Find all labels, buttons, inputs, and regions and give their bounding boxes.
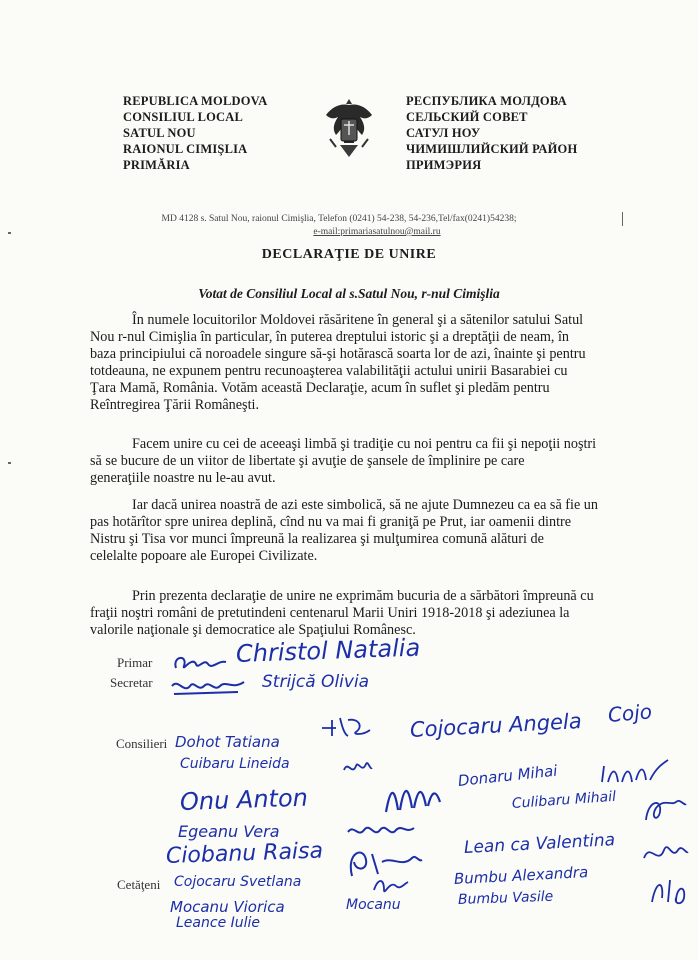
signature-primar: Christol Natalia xyxy=(235,633,421,668)
signature-consilier: Cuibaru Lineida xyxy=(180,756,290,772)
signature-mark xyxy=(640,792,690,828)
signature-cetatean: Lean ca Valentina xyxy=(463,830,616,858)
paragraph xyxy=(90,436,680,487)
signature-mark xyxy=(318,714,374,740)
paragraph-line: Facem unire cu cei de aceeaşi limbă şi tradiţie cu noi pentru ca fii şi nepoţii noştri xyxy=(132,436,597,452)
header-left-block xyxy=(123,93,268,173)
signature-cetatean: Bumbu Alexandra xyxy=(453,862,589,888)
header-right-line: ЧИМИШЛИЙСКИЙ РАЙОН xyxy=(406,142,578,156)
margin-mark xyxy=(8,462,11,464)
signature-consilier: Donaru Mihai xyxy=(457,761,559,790)
paragraph-line: celelalte popoare ale Europei Civilizate. xyxy=(90,548,318,564)
header-right-line: ПРИМЭРИЯ xyxy=(406,158,482,172)
signature-cetatean: Leance Iulie xyxy=(176,915,261,931)
signature-cetatean: Ciobanu Raisa xyxy=(165,838,324,869)
signature-mark xyxy=(168,674,248,700)
signature-mark xyxy=(646,872,690,912)
paragraph-line: valorile naţionale şi democratice ale Spaţiului Românesc. xyxy=(90,622,416,638)
signature-cetatean: Mocanu xyxy=(346,897,401,913)
signature-mark xyxy=(340,756,374,778)
paragraph-line: Nistru şi Tisa vor munci împreună la realizarea şi mulţumirea comună alături de xyxy=(90,531,544,547)
document-title: DECLARAŢIE DE UNIRE xyxy=(261,247,437,262)
paragraph-line: baza principiului că noroadele singure să-şi hotărască soarta lor de azi, înainte şi pentru xyxy=(90,346,586,362)
paragraph-line: generaţiile noastre nu le-au avut. xyxy=(90,470,276,486)
header-right-line: СЕЛЬСКИЙ СОВЕТ xyxy=(406,110,528,124)
paragraph-line: Reîntregirea Ţării Româneşti. xyxy=(90,397,260,413)
signature-consilier: Onu Anton xyxy=(179,783,309,816)
signature-secretar: Strijcă Olivia xyxy=(262,672,370,692)
signature-consilier: Cojocaru Angela xyxy=(409,709,583,742)
signature-consilier: Egeanu Vera xyxy=(178,822,280,841)
paragraph xyxy=(90,497,680,565)
signature-cetatean: Mocanu Viorica xyxy=(170,898,285,916)
header-left-line: SATUL NOU xyxy=(123,126,196,140)
contact-email: e-mail:primariasatulnou@mail.ru xyxy=(313,227,441,237)
paragraph-line: pas hotărîtor spre unirea deplină, cînd nu va mai fi graniţă pe Prut, iar oamenii dintre xyxy=(90,514,572,530)
header-right-line: РЕСПУБЛИКА МОЛДОВА xyxy=(406,94,567,108)
header-left-line: PRIMĂRIA xyxy=(123,158,190,172)
signature-mark xyxy=(344,818,416,844)
contact-address: MD 4128 s. Satul Nou, raionul Cimişlia, Telefon (0241) 54-238, 54-236,Tel/fax(0241)54238; xyxy=(161,214,517,224)
label-cetateni: Cetăţeni xyxy=(117,877,161,892)
margin-mark xyxy=(622,212,623,226)
label-consilieri: Consilieri xyxy=(116,736,168,751)
margin-mark xyxy=(8,232,11,234)
paragraph-line: totdeauna, ne expunem pentru recunoaşterea valabilităţii actului unirii Basarabiei cu xyxy=(90,363,568,379)
signature-mark xyxy=(380,780,444,820)
coat-of-arms-icon xyxy=(322,95,376,161)
paragraph-line: Ţara Mamă, România. Votăm această Declaraţie, acum în suflet şi pledăm pentru xyxy=(90,380,550,396)
document-subtitle: Votat de Consiliul Local al s.Satul Nou, r-nul Cimişlia xyxy=(198,286,500,301)
header-left-line: CONSILIUL LOCAL xyxy=(123,110,244,124)
paragraph-line: Nou r-nul Cimişlia în particular, în puterea dreptului istoric şi a dreptăţii de neam, în xyxy=(90,329,570,345)
paragraph-line: Iar dacă unirea noastră de azi este simbolică, să ne ajute Dumnezeu ca ea să fie un xyxy=(132,497,598,513)
signature-cetatean: Cojocaru Svetlana xyxy=(174,874,302,890)
signature-consilier: Cojo xyxy=(606,699,653,727)
signature-consilier: Dohot Tatiana xyxy=(175,733,280,751)
signature-mark xyxy=(370,874,410,898)
header-left-line: RAIONUL CIMIŞLIA xyxy=(123,142,248,156)
header-right-block xyxy=(406,93,577,173)
paragraph xyxy=(90,312,680,414)
label-primar: Primar xyxy=(117,655,153,670)
paragraph xyxy=(90,588,680,639)
header-right-line: САТУЛ НОУ xyxy=(406,126,481,140)
paragraph-line: În numele locuitorilor Moldovei răsăritene în general şi a sătenilor satului Satul xyxy=(132,312,584,328)
paragraph-line: fraţii noştri români de pretutindeni centenarul Marii Uniri 1918-2018 şi adeziunea la xyxy=(90,605,570,621)
paragraph-line: Prin prezenta declaraţie de unire ne exprimăm bucuria de a sărbători împreună cu xyxy=(132,588,594,604)
signature-mark xyxy=(170,650,232,676)
signature-mark xyxy=(640,836,690,872)
label-secretar: Secretar xyxy=(110,675,153,690)
paragraph-line: să se bucure de un viitor de libertate şi avuţie de şansele de împlinire pe care xyxy=(90,453,525,469)
signature-cetatean: Bumbu Vasile xyxy=(457,888,554,908)
signature-consilier: Culibaru Mihail xyxy=(511,788,617,812)
header-left-line: REPUBLICA MOLDOVA xyxy=(123,94,268,108)
